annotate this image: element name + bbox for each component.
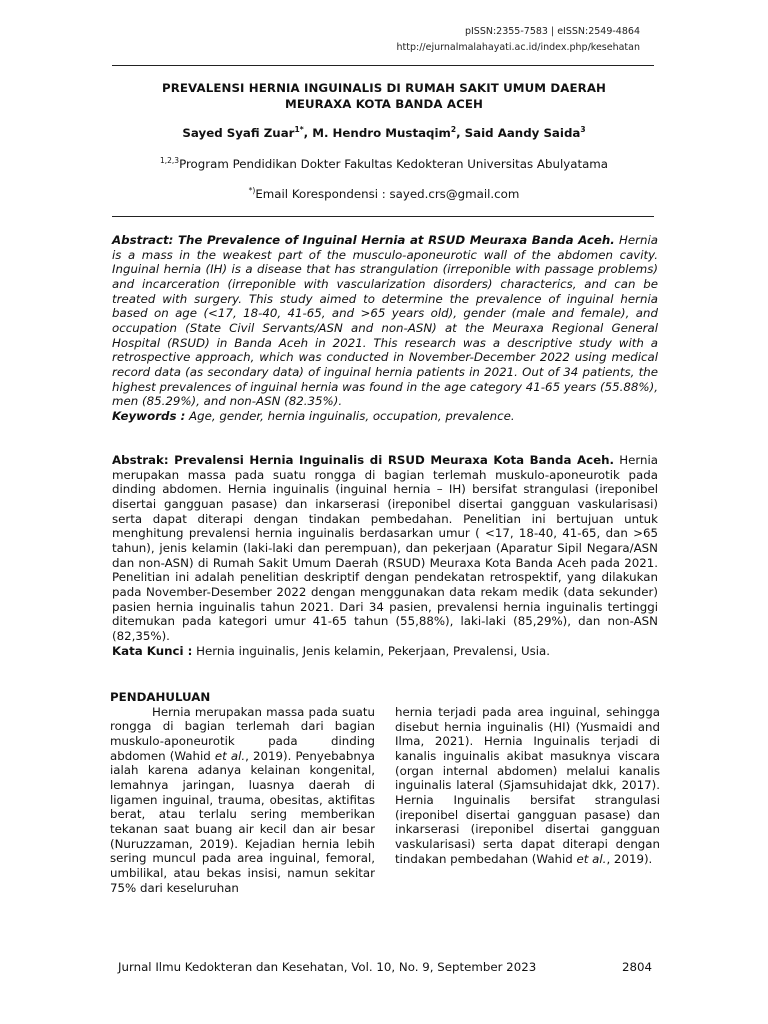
intro-paragraph-left bbox=[110, 705, 375, 896]
email-sup: *) bbox=[248, 186, 256, 195]
email-text: Email Korespondensi : sayed.crs@gmail.com bbox=[255, 187, 520, 201]
section-title-pendahuluan: PENDAHULUAN bbox=[110, 690, 211, 704]
author-3-sup: 3 bbox=[580, 125, 586, 134]
keywords-id-label: Kata Kunci : bbox=[112, 643, 193, 658]
keywords-en-label: Keywords : bbox=[112, 408, 186, 423]
keywords-en-text: Age, gender, hernia inguinalis, occupation, prevalence. bbox=[185, 408, 515, 423]
journal-url[interactable]: http://ejurnalmalahayati.ac.id/index.php/kesehatan bbox=[396, 42, 640, 53]
intro-left-etal: et al. bbox=[214, 748, 246, 763]
keywords-id-text: Hernia inguinalis, Jenis kelamin, Pekerjaan, Prevalensi, Usia. bbox=[192, 643, 550, 658]
keywords-en bbox=[112, 409, 658, 424]
intro-right-etal: et al. bbox=[576, 851, 607, 866]
page-number: 2804 bbox=[622, 960, 653, 974]
author-2: M. Hendro Mustaqim bbox=[312, 126, 451, 140]
affiliation-text: Program Pendidikan Dokter Fakultas Kedokteran Universitas Abulyatama bbox=[179, 157, 609, 171]
author-list bbox=[112, 125, 656, 141]
intro-left-text-end: , 2019). Penyebabnya ialah karena adanya kelainan kongenital, lemahnya jaringan, luasnya daerah di ligamen inguinal, trauma, obesitas, aktifitas berat, atau terlalu sering memberikan tekanan saat buang air kecil dan air besar (Nuruzzaman, 2019). Kejadian hernia lebih sering muncul pada area inguinal, femoral, umbilikal, atau bekas insisi, namun sekitar 75% dari keseluruhan bbox=[110, 748, 376, 895]
top-divider bbox=[112, 65, 654, 66]
intro-left-column bbox=[110, 690, 375, 895]
abstract-english bbox=[112, 233, 658, 424]
abstract-divider bbox=[112, 216, 654, 217]
intro-right-column bbox=[395, 705, 660, 866]
keywords-id bbox=[112, 644, 658, 659]
title-line-2: MEURAXA KOTA BANDA ACEH bbox=[285, 97, 483, 111]
author-2-sup: 2 bbox=[450, 125, 457, 134]
abstract-en-heading: Abstract: The Prevalence of Inguinal Hernia at RSUD Meuraxa Banda Aceh. bbox=[112, 233, 615, 247]
intro-right-italic: S bbox=[503, 778, 511, 793]
author-sep: , bbox=[303, 126, 313, 140]
author-3: Said Aandy Saida bbox=[464, 126, 581, 140]
author-1-sup: 1* bbox=[294, 125, 304, 134]
footer-journal-name: Jurnal Ilmu Kedokteran dan Kesehatan, Vol. 10, No. 9, September 2023 bbox=[118, 960, 537, 974]
abstract-en-paragraph bbox=[112, 233, 658, 409]
intro-right-text-mid: jamsuhidajat dkk, 2017). Hernia Inguinalis bersifat strangulasi (ireponibel disertai gangguan pasase) dan inkarserasi (ireponibel disertai gangguan vaskularisasi) serta dapat diterapi dengan tindakan pembedahan (Wahid bbox=[395, 778, 660, 866]
intro-paragraph-right bbox=[395, 705, 660, 866]
title-line-1: PREVALENSI HERNIA INGUINALIS DI RUMAH SAKIT UMUM DAERAH bbox=[161, 81, 607, 95]
abstract-indonesian bbox=[112, 453, 658, 658]
intro-left-text: Hernia merupakan massa pada suatu rongga di bagian terlemah dari bagian muskulo-aponeurotik pada dinding abdomen (Wahid bbox=[110, 704, 375, 763]
affiliation bbox=[112, 156, 656, 172]
intro-right-text: hernia terjadi pada area inguinal, sehingga disebut hernia inguinalis (HI) (Yusmaidi and Ilma, 2021). Hernia Inguinalis terjadi di kanalis inguinalis akibat masuknya viscara (organ internal abdomen) melalui kanalis inguinalis lateral ( bbox=[395, 705, 660, 793]
paper-title bbox=[112, 80, 656, 112]
abstract-id-heading: Abstrak: Prevalensi Hernia Inguinalis di RSUD Meuraxa Kota Banda Aceh. bbox=[112, 453, 614, 467]
abstract-id-paragraph bbox=[112, 453, 658, 644]
abstract-id-body: Hernia merupakan massa pada suatu rongga di bagian terlemah muskulo-aponeurotik pada dinding abdomen. Hernia inguinalis (inguinal hernia – IH) bersifat strangulasi (ireponibel disertai gangguan pasase) dan inkarserasi (ireponibel disertai gangguan vaskularisasi) serta dapat diterapi dengan tindakan pembedahan. Penelitian ini bertujuan untuk menghitung prevalensi hernia inguinalis berdasarkan umur ( <17, 18-40, 41-65, dan >65 tahun), jenis kelamin (laki-laki dan perempuan), dan pekerjaan (Aparatur Sipil Negara/ASN dan non-ASN) di Rumah Sakit Umum Daerah (RSUD) Meuraxa Kota Banda Aceh pada 2021. Penelitian ini adalah penelitian deskriptif dengan pendekatan retrospektif, yang dilakukan pada November-Desember 2022 dengan menggunakan data rekam medik (data sekunder) pasien hernia inguinalis tahun 2021. Dari 34 pasien, prevalensi hernia inguinalis tertinggi ditemukan pada kategori umur 41-65 tahun (55,88%), laki-laki (85,29%), dan non-ASN (82,35%). bbox=[112, 453, 658, 643]
intro-right-text-end: , 2019). bbox=[606, 851, 653, 866]
issn-header: pISSN:2355-7583 | eISSN:2549-4864 bbox=[464, 26, 640, 37]
correspondence-email bbox=[112, 186, 656, 202]
author-sep: , bbox=[456, 126, 465, 140]
author-1: Sayed Syafi Zuar bbox=[182, 126, 295, 140]
abstract-en-body: Hernia is a mass in the weakest part of the musculo-aponeurotic wall of the abdomen cavity. Inguinal hernia (IH) is a disease that has strangulation (irreponible with passage problems) and incarceration (irreponible with vascularization disorders) characterics, and can be treated with surgery. This study aimed to determine the prevalence of inguinal hernia based on age (<17, 18-40, 41-65, and >65 years old), gender (male and female), and occupation (State Civil Servants/ASN and non-ASN) at the Meuraxa Regional General Hospital (RSUD) in Banda Aceh in 2021. This research was a descriptive study with a retrospective approach, which was conducted in November-December 2022 using medical record data (as secondary data) of inguinal hernia patients in 2021. Out of 34 patients, the highest prevalences of inguinal hernia was found in the age category 41-65 years (55.88%), men (85.29%), and non-ASN (82.35%). bbox=[112, 233, 659, 409]
affiliation-sup: 1,2,3 bbox=[159, 156, 180, 165]
